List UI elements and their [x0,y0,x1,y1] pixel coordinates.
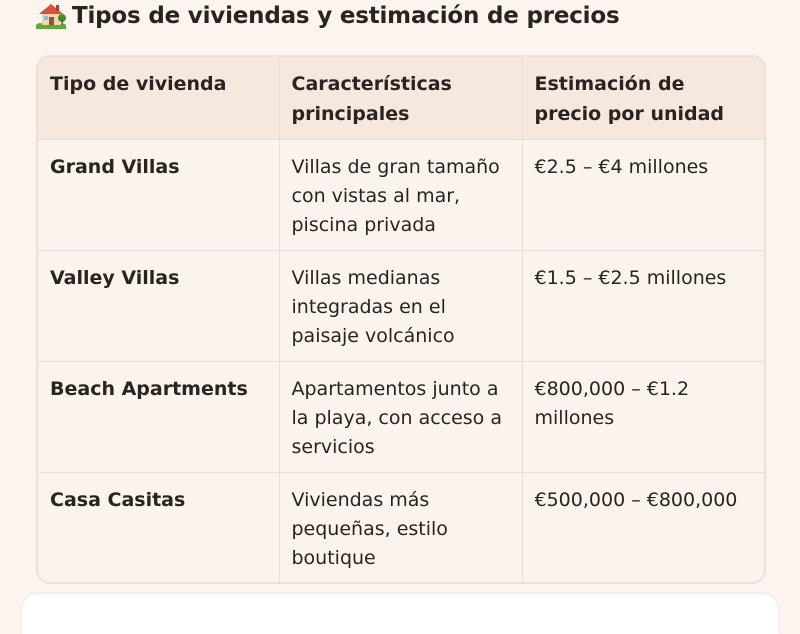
header-main-features: Características principales [279,57,522,140]
table-row [38,362,764,473]
page-title-text: Tipos de viviendas y estimación de precios [72,3,620,29]
housing-type-cell: Beach Apartments [38,362,279,473]
features-cell: Viviendas más pequeñas, estilo boutique [279,473,522,584]
price-cell: €1.5 – €2.5 millones [522,251,764,362]
table-row [38,473,764,584]
table-row [38,251,764,362]
page-title [36,0,619,32]
features-cell: Villas de gran tamaño con vistas al mar, piscina privada [279,140,522,251]
pricing-table [36,55,766,584]
header-price-estimate: Estimación de precio por unidad [522,57,764,140]
housing-type-cell: Grand Villas [38,140,279,251]
next-card [22,594,778,634]
features-cell: Apartamentos junto a la playa, con acceso a servicios [279,362,522,473]
price-cell: €2.5 – €4 millones [522,140,764,251]
house-with-garden-icon [36,1,66,29]
table-header-row [38,57,764,140]
price-cell: €800,000 – €1.2 millones [522,362,764,473]
housing-type-cell: Casa Casitas [38,473,279,584]
table-row [38,140,764,251]
housing-type-cell: Valley Villas [38,251,279,362]
features-cell: Villas medianas integradas en el paisaje volcánico [279,251,522,362]
header-housing-type: Tipo de vivienda [38,57,279,140]
price-cell: €500,000 – €800,000 [534,489,738,511]
